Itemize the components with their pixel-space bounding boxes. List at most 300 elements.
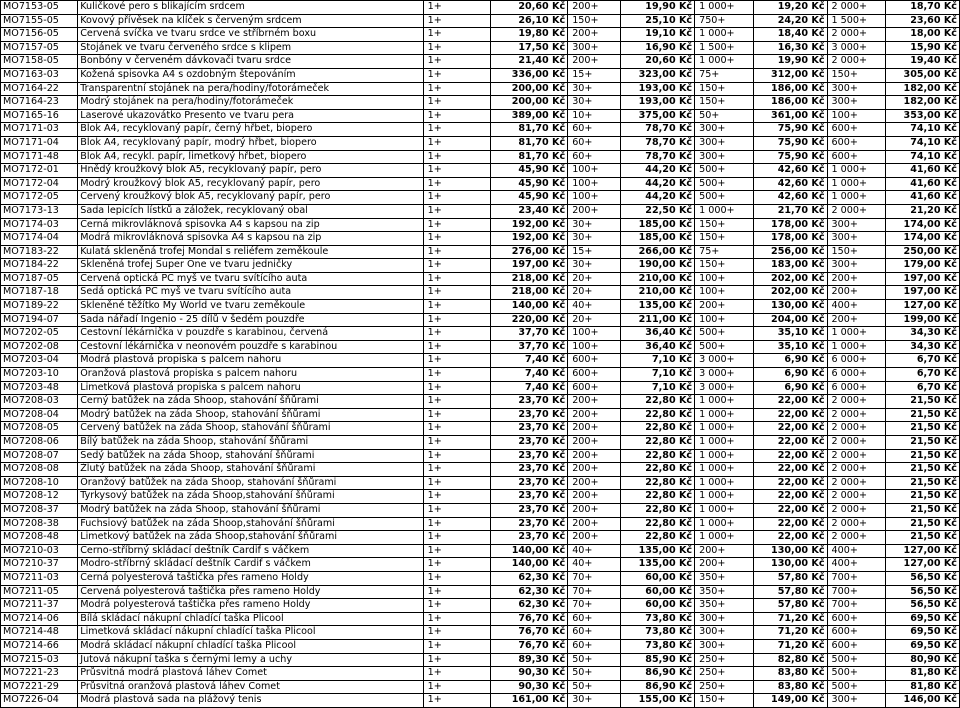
product-code: MO7153-05	[1, 1, 78, 15]
price-tier-2: 73,80 Kč	[621, 612, 695, 626]
price-tier-3: 22,00 Kč	[753, 449, 827, 463]
price-tier-1: 23,70 Kč	[490, 531, 567, 545]
qty-tier-3: 500+	[695, 191, 753, 205]
product-code: MO7171-03	[1, 123, 78, 137]
product-code: MO7165-16	[1, 109, 78, 123]
product-name: Bílá skládací nákupní chladící taška Plicool	[78, 612, 423, 626]
product-name: Sada nářadí Ingenio - 25 dílů v šedém pouzdře	[78, 313, 423, 327]
price-tier-1: 23,70 Kč	[490, 490, 567, 504]
price-tier-1: 220,00 Kč	[490, 313, 567, 327]
qty-tier-4: 1 000+	[827, 177, 885, 191]
qty-tier-4: 600+	[827, 123, 885, 137]
qty-tier-4: 2 000+	[827, 490, 885, 504]
price-tier-4: 19,40 Kč	[886, 55, 960, 69]
price-tier-4: 21,20 Kč	[886, 204, 960, 218]
qty-tier-3: 75+	[695, 68, 753, 82]
qty-tier-4: 2 000+	[827, 422, 885, 436]
price-tier-1: 218,00 Kč	[490, 286, 567, 300]
product-name: Černá polyesterová taštička přes rameno Holdy	[78, 571, 423, 585]
qty-tier-1: 1+	[423, 408, 490, 422]
qty-tier-4: 2 000+	[827, 436, 885, 450]
price-tier-2: 85,90 Kč	[621, 653, 695, 667]
table-row	[1, 150, 960, 164]
product-name: Žlutý batůžek na záda Shoop, stahování šňůrami	[78, 463, 423, 477]
price-tier-1: 200,00 Kč	[490, 82, 567, 96]
price-tier-3: 256,00 Kč	[753, 245, 827, 259]
product-code: MO7171-48	[1, 150, 78, 164]
qty-tier-3: 300+	[695, 136, 753, 150]
qty-tier-3: 1 000+	[695, 28, 753, 42]
price-tier-1: 62,30 Kč	[490, 571, 567, 585]
qty-tier-3: 300+	[695, 123, 753, 137]
table-row	[1, 14, 960, 28]
product-code: MO7208-06	[1, 436, 78, 450]
price-tier-2: 73,80 Kč	[621, 626, 695, 640]
table-row	[1, 422, 960, 436]
qty-tier-3: 500+	[695, 340, 753, 354]
table-row	[1, 204, 960, 218]
qty-tier-3: 75+	[695, 245, 753, 259]
price-tier-3: 22,00 Kč	[753, 463, 827, 477]
product-code: MO7171-04	[1, 136, 78, 150]
price-tier-1: 62,30 Kč	[490, 585, 567, 599]
qty-tier-2: 30+	[568, 218, 621, 232]
product-code: MO7215-03	[1, 653, 78, 667]
price-tier-4: 197,00 Kč	[886, 272, 960, 286]
price-tier-4: 74,10 Kč	[886, 123, 960, 137]
table-row	[1, 191, 960, 205]
product-code: MO7183-22	[1, 245, 78, 259]
price-tier-4: 250,00 Kč	[886, 245, 960, 259]
qty-tier-4: 2 000+	[827, 1, 885, 15]
price-tier-3: 22,00 Kč	[753, 503, 827, 517]
qty-tier-3: 250+	[695, 680, 753, 694]
qty-tier-3: 150+	[695, 218, 753, 232]
qty-tier-3: 200+	[695, 544, 753, 558]
qty-tier-1: 1+	[423, 313, 490, 327]
price-tier-3: 22,00 Kč	[753, 422, 827, 436]
price-tier-3: 22,00 Kč	[753, 531, 827, 545]
qty-tier-2: 60+	[568, 639, 621, 653]
qty-tier-3: 350+	[695, 585, 753, 599]
price-tier-3: 130,00 Kč	[753, 558, 827, 572]
product-code: MO7163-03	[1, 68, 78, 82]
table-row	[1, 218, 960, 232]
price-tier-2: 22,80 Kč	[621, 449, 695, 463]
qty-tier-2: 100+	[568, 327, 621, 341]
price-tier-3: 22,00 Kč	[753, 490, 827, 504]
product-name: Blok A4, recyklovaný papír, černý hřbet, biopero	[78, 123, 423, 137]
qty-tier-2: 200+	[568, 476, 621, 490]
product-code: MO7226-04	[1, 694, 78, 708]
qty-tier-1: 1+	[423, 109, 490, 123]
qty-tier-2: 50+	[568, 653, 621, 667]
table-row	[1, 286, 960, 300]
qty-tier-1: 1+	[423, 639, 490, 653]
table-row	[1, 313, 960, 327]
product-name: Modrý batůžek na záda Shoop, stahování šňůrami	[78, 408, 423, 422]
price-tier-2: 135,00 Kč	[621, 300, 695, 314]
qty-tier-2: 20+	[568, 313, 621, 327]
price-tier-3: 16,30 Kč	[753, 41, 827, 55]
price-tier-4: 21,50 Kč	[886, 422, 960, 436]
qty-tier-4: 300+	[827, 218, 885, 232]
price-tier-4: 69,50 Kč	[886, 612, 960, 626]
qty-tier-4: 2 000+	[827, 463, 885, 477]
qty-tier-3: 750+	[695, 14, 753, 28]
qty-tier-3: 200+	[695, 300, 753, 314]
table-row	[1, 585, 960, 599]
price-tier-4: 81,80 Kč	[886, 680, 960, 694]
price-tier-3: 42,60 Kč	[753, 164, 827, 178]
price-tier-2: 155,00 Kč	[621, 694, 695, 708]
table-row	[1, 96, 960, 110]
price-tier-3: 178,00 Kč	[753, 232, 827, 246]
table-row	[1, 55, 960, 69]
price-tier-3: 75,90 Kč	[753, 150, 827, 164]
qty-tier-2: 30+	[568, 82, 621, 96]
price-tier-1: 37,70 Kč	[490, 340, 567, 354]
price-tier-3: 178,00 Kč	[753, 218, 827, 232]
table-row	[1, 436, 960, 450]
table-row	[1, 28, 960, 42]
price-tier-2: 210,00 Kč	[621, 286, 695, 300]
qty-tier-4: 1 500+	[827, 14, 885, 28]
table-row	[1, 463, 960, 477]
qty-tier-4: 500+	[827, 680, 885, 694]
product-name: Oranžový batůžek na záda Shoop, stahování šňůrami	[78, 476, 423, 490]
table-row	[1, 136, 960, 150]
price-tier-4: 80,90 Kč	[886, 653, 960, 667]
qty-tier-1: 1+	[423, 286, 490, 300]
qty-tier-1: 1+	[423, 1, 490, 15]
qty-tier-3: 50+	[695, 109, 753, 123]
price-tier-1: 23,70 Kč	[490, 517, 567, 531]
qty-tier-4: 200+	[827, 313, 885, 327]
product-code: MO7164-23	[1, 96, 78, 110]
price-tier-3: 186,00 Kč	[753, 82, 827, 96]
price-tier-3: 6,90 Kč	[753, 354, 827, 368]
qty-tier-2: 70+	[568, 571, 621, 585]
price-tier-3: 35,10 Kč	[753, 327, 827, 341]
qty-tier-2: 30+	[568, 259, 621, 273]
qty-tier-1: 1+	[423, 599, 490, 613]
price-tier-1: 7,40 Kč	[490, 354, 567, 368]
product-code: MO7184-22	[1, 259, 78, 273]
qty-tier-2: 200+	[568, 28, 621, 42]
price-tier-4: 34,30 Kč	[886, 327, 960, 341]
price-tier-1: 23,70 Kč	[490, 476, 567, 490]
product-code: MO7172-04	[1, 177, 78, 191]
price-tier-3: 22,00 Kč	[753, 476, 827, 490]
qty-tier-2: 200+	[568, 204, 621, 218]
price-tier-4: 15,90 Kč	[886, 41, 960, 55]
price-tier-1: 23,70 Kč	[490, 449, 567, 463]
product-code: MO7211-37	[1, 599, 78, 613]
price-tier-3: 130,00 Kč	[753, 544, 827, 558]
qty-tier-2: 200+	[568, 517, 621, 531]
qty-tier-3: 1 000+	[695, 503, 753, 517]
price-tier-2: 60,00 Kč	[621, 599, 695, 613]
table-row	[1, 340, 960, 354]
price-tier-4: 41,60 Kč	[886, 177, 960, 191]
price-tier-4: 69,50 Kč	[886, 626, 960, 640]
table-row	[1, 164, 960, 178]
qty-tier-3: 1 000+	[695, 422, 753, 436]
qty-tier-2: 40+	[568, 558, 621, 572]
product-name: Kožená spisovka A4 s ozdobným štepováním	[78, 68, 423, 82]
qty-tier-2: 200+	[568, 490, 621, 504]
price-tier-3: 204,00 Kč	[753, 313, 827, 327]
qty-tier-3: 1 000+	[695, 408, 753, 422]
qty-tier-2: 40+	[568, 300, 621, 314]
price-tier-1: 23,70 Kč	[490, 422, 567, 436]
qty-tier-2: 50+	[568, 667, 621, 681]
price-tier-4: 41,60 Kč	[886, 191, 960, 205]
product-name: Hnědý kroužkový blok A5, recyklovaný papír, pero	[78, 164, 423, 178]
price-tier-2: 375,00 Kč	[621, 109, 695, 123]
price-tier-2: 22,80 Kč	[621, 422, 695, 436]
price-tier-2: 323,00 Kč	[621, 68, 695, 82]
price-tier-4: 182,00 Kč	[886, 96, 960, 110]
table-row	[1, 517, 960, 531]
table-row	[1, 639, 960, 653]
price-tier-2: 22,80 Kč	[621, 490, 695, 504]
product-code: MO7208-12	[1, 490, 78, 504]
price-tier-3: 22,00 Kč	[753, 408, 827, 422]
product-name: Limetková skládací nákupní chladící taška Plicool	[78, 626, 423, 640]
price-tier-1: 23,40 Kč	[490, 204, 567, 218]
qty-tier-3: 3 000+	[695, 354, 753, 368]
price-tier-3: 22,00 Kč	[753, 517, 827, 531]
qty-tier-4: 2 000+	[827, 531, 885, 545]
qty-tier-4: 200+	[827, 272, 885, 286]
qty-tier-2: 150+	[568, 14, 621, 28]
qty-tier-3: 100+	[695, 313, 753, 327]
qty-tier-4: 2 000+	[827, 503, 885, 517]
price-tier-3: 83,80 Kč	[753, 667, 827, 681]
product-code: MO7210-03	[1, 544, 78, 558]
price-tier-2: 22,50 Kč	[621, 204, 695, 218]
product-name: Průsvitná modrá plastová láhev Comet	[78, 667, 423, 681]
price-tier-2: 44,20 Kč	[621, 191, 695, 205]
price-tier-1: 140,00 Kč	[490, 300, 567, 314]
qty-tier-1: 1+	[423, 327, 490, 341]
qty-tier-3: 150+	[695, 96, 753, 110]
price-tier-3: 57,80 Kč	[753, 571, 827, 585]
price-tier-4: 127,00 Kč	[886, 544, 960, 558]
qty-tier-4: 2 000+	[827, 517, 885, 531]
table-row	[1, 531, 960, 545]
price-tier-2: 86,90 Kč	[621, 667, 695, 681]
qty-tier-4: 600+	[827, 150, 885, 164]
qty-tier-3: 1 000+	[695, 1, 753, 15]
qty-tier-2: 100+	[568, 340, 621, 354]
price-tier-2: 22,80 Kč	[621, 517, 695, 531]
price-tier-4: 174,00 Kč	[886, 232, 960, 246]
price-tier-1: 81,70 Kč	[490, 123, 567, 137]
price-tier-2: 36,40 Kč	[621, 340, 695, 354]
qty-tier-4: 400+	[827, 300, 885, 314]
price-tier-2: 36,40 Kč	[621, 327, 695, 341]
price-tier-2: 78,70 Kč	[621, 150, 695, 164]
product-code: MO7221-29	[1, 680, 78, 694]
product-name: Kulatá skleněná trofej Mondal s reliéfem zeměkoule	[78, 245, 423, 259]
price-tier-2: 60,00 Kč	[621, 571, 695, 585]
qty-tier-3: 200+	[695, 558, 753, 572]
qty-tier-3: 300+	[695, 626, 753, 640]
qty-tier-2: 20+	[568, 286, 621, 300]
price-tier-1: 17,50 Kč	[490, 41, 567, 55]
qty-tier-3: 350+	[695, 571, 753, 585]
price-tier-1: 23,70 Kč	[490, 395, 567, 409]
price-tier-2: 7,10 Kč	[621, 368, 695, 382]
price-tier-2: 22,80 Kč	[621, 531, 695, 545]
price-tier-3: 35,10 Kč	[753, 340, 827, 354]
product-name: Skleněné těžítko My World ve tvaru zeměkoule	[78, 300, 423, 314]
qty-tier-4: 100+	[827, 109, 885, 123]
qty-tier-1: 1+	[423, 626, 490, 640]
price-tier-1: 45,90 Kč	[490, 191, 567, 205]
qty-tier-3: 1 000+	[695, 55, 753, 69]
price-tier-3: 71,20 Kč	[753, 612, 827, 626]
qty-tier-4: 150+	[827, 245, 885, 259]
product-name: Blok A4, recykl. papír, limetkový hřbet, biopero	[78, 150, 423, 164]
price-tier-4: 21,50 Kč	[886, 408, 960, 422]
product-code: MO7174-03	[1, 218, 78, 232]
price-tier-4: 182,00 Kč	[886, 82, 960, 96]
table-row	[1, 503, 960, 517]
product-code: MO7187-18	[1, 286, 78, 300]
product-code: MO7174-04	[1, 232, 78, 246]
qty-tier-1: 1+	[423, 571, 490, 585]
qty-tier-1: 1+	[423, 245, 490, 259]
price-tier-1: 20,60 Kč	[490, 1, 567, 15]
price-tier-4: 305,00 Kč	[886, 68, 960, 82]
price-tier-4: 81,80 Kč	[886, 667, 960, 681]
product-code: MO7158-05	[1, 55, 78, 69]
product-code: MO7155-05	[1, 14, 78, 28]
qty-tier-3: 1 000+	[695, 204, 753, 218]
price-tier-1: 81,70 Kč	[490, 150, 567, 164]
qty-tier-4: 600+	[827, 626, 885, 640]
price-tier-3: 42,60 Kč	[753, 191, 827, 205]
price-tier-3: 71,20 Kč	[753, 639, 827, 653]
product-code: MO7211-05	[1, 585, 78, 599]
price-tier-3: 6,90 Kč	[753, 381, 827, 395]
price-tier-2: 22,80 Kč	[621, 503, 695, 517]
price-tier-4: 174,00 Kč	[886, 218, 960, 232]
price-tier-3: 24,20 Kč	[753, 14, 827, 28]
product-name: Černo-stříbrný skládací deštník Cardif s váčkem	[78, 544, 423, 558]
product-name: Modrá mikrovláknová spisovka A4 s kapsou na zip	[78, 232, 423, 246]
qty-tier-2: 40+	[568, 544, 621, 558]
product-name: Modrá skládací nákupní chladící taška Plicool	[78, 639, 423, 653]
table-row	[1, 490, 960, 504]
qty-tier-2: 30+	[568, 232, 621, 246]
table-row	[1, 381, 960, 395]
price-tier-1: 197,00 Kč	[490, 259, 567, 273]
qty-tier-3: 350+	[695, 599, 753, 613]
price-tier-4: 21,50 Kč	[886, 503, 960, 517]
qty-tier-3: 1 000+	[695, 436, 753, 450]
qty-tier-4: 6 000+	[827, 354, 885, 368]
product-name: Modrý kroužkový blok A5, recyklovaný papír, pero	[78, 177, 423, 191]
product-code: MO7187-05	[1, 272, 78, 286]
product-name: Fuchsiový batůžek na záda Shoop,stahování šňůrami	[78, 517, 423, 531]
product-code: MO7208-08	[1, 463, 78, 477]
product-code: MO7164-22	[1, 82, 78, 96]
qty-tier-2: 60+	[568, 123, 621, 137]
qty-tier-3: 150+	[695, 82, 753, 96]
product-code: MO7172-05	[1, 191, 78, 205]
qty-tier-1: 1+	[423, 300, 490, 314]
price-tier-4: 199,00 Kč	[886, 313, 960, 327]
table-row	[1, 354, 960, 368]
price-tier-1: 21,40 Kč	[490, 55, 567, 69]
product-name: Oranžová plastová propiska s palcem nahoru	[78, 368, 423, 382]
price-tier-3: 186,00 Kč	[753, 96, 827, 110]
product-code: MO7221-23	[1, 667, 78, 681]
qty-tier-2: 30+	[568, 694, 621, 708]
product-code: MO7214-66	[1, 639, 78, 653]
product-code: MO7208-38	[1, 517, 78, 531]
qty-tier-1: 1+	[423, 490, 490, 504]
price-tier-1: 76,70 Kč	[490, 612, 567, 626]
price-tier-3: 202,00 Kč	[753, 272, 827, 286]
qty-tier-1: 1+	[423, 476, 490, 490]
product-code: MO7157-05	[1, 41, 78, 55]
qty-tier-3: 3 000+	[695, 368, 753, 382]
table-row	[1, 41, 960, 55]
price-tier-1: 336,00 Kč	[490, 68, 567, 82]
qty-tier-1: 1+	[423, 164, 490, 178]
qty-tier-3: 150+	[695, 259, 753, 273]
price-tier-1: 276,00 Kč	[490, 245, 567, 259]
qty-tier-1: 1+	[423, 422, 490, 436]
product-name: Cestovní lékárnička v neonovém pouzdře s karabinou	[78, 340, 423, 354]
qty-tier-4: 600+	[827, 136, 885, 150]
table-row	[1, 626, 960, 640]
qty-tier-4: 300+	[827, 259, 885, 273]
qty-tier-4: 2 000+	[827, 55, 885, 69]
product-code: MO7203-04	[1, 354, 78, 368]
product-code: MO7202-08	[1, 340, 78, 354]
product-name: Blok A4, recyklovaný papír, modrý hřbet, biopero	[78, 136, 423, 150]
price-tier-3: 130,00 Kč	[753, 300, 827, 314]
table-row	[1, 571, 960, 585]
qty-tier-4: 2 000+	[827, 204, 885, 218]
price-tier-1: 76,70 Kč	[490, 639, 567, 653]
price-tier-2: 86,90 Kč	[621, 680, 695, 694]
qty-tier-1: 1+	[423, 517, 490, 531]
price-tier-3: 42,60 Kč	[753, 177, 827, 191]
product-name: Modrá plastová sada na plážový tenis	[78, 694, 423, 708]
qty-tier-2: 200+	[568, 395, 621, 409]
qty-tier-4: 3 000+	[827, 41, 885, 55]
price-tier-4: 197,00 Kč	[886, 286, 960, 300]
product-name: Stojánek ve tvaru červeného srdce s klipem	[78, 41, 423, 55]
product-name: Kuličkové pero s blikajícím srdcem	[78, 1, 423, 15]
price-tier-4: 21,50 Kč	[886, 531, 960, 545]
price-tier-2: 7,10 Kč	[621, 354, 695, 368]
qty-tier-2: 200+	[568, 449, 621, 463]
qty-tier-4: 300+	[827, 232, 885, 246]
price-tier-2: 193,00 Kč	[621, 96, 695, 110]
qty-tier-1: 1+	[423, 368, 490, 382]
qty-tier-2: 70+	[568, 599, 621, 613]
price-tier-2: 185,00 Kč	[621, 218, 695, 232]
